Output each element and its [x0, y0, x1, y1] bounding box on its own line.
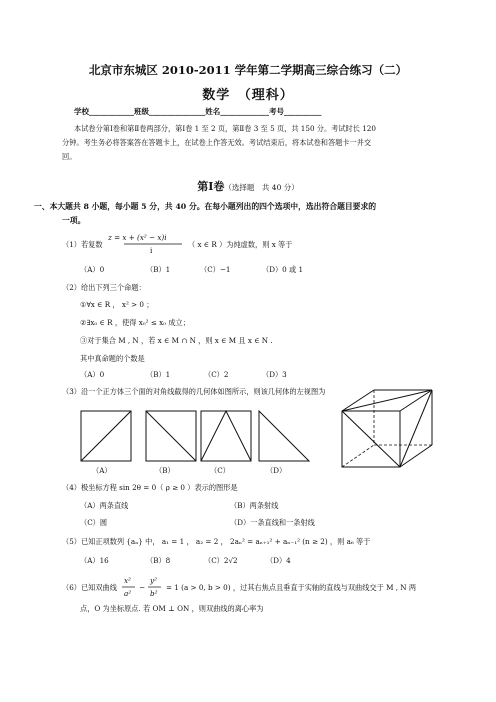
q6-frac2-bar — [148, 586, 162, 588]
q3-label-a: （A） — [92, 466, 112, 475]
intro-line-2: 分钟。考生务必将答案答在答题卡上，在试卷上作答无效。考试结束后，将本试卷和答题卡一并交 — [62, 138, 372, 147]
q1-fraction-bar — [114, 243, 184, 245]
q6-line-2: 点，O 为坐标原点. 若 OM ⊥ ON ，则双曲线的离心率为 — [80, 604, 264, 613]
q4-stem: （4）极坐标方程 sin 2θ = 0（ ρ ≥ 0 ）表示的图形是 — [62, 483, 238, 492]
q4-option-a: （A）两条直线 — [80, 501, 129, 510]
q3-solid-figure — [338, 387, 436, 471]
q5-option-c: （C）2√2 — [204, 556, 238, 565]
q3-figure-c — [200, 410, 262, 462]
student-info-line: 学校____________班级_______________姓名_____________考号__________ — [74, 107, 322, 116]
q2-option-a: （A）0 — [80, 370, 105, 379]
q1-stem-prefix: （1）若复数 — [62, 240, 103, 249]
section-note: （选择题 共 40 分） — [224, 183, 299, 192]
q5-stem: （5）已知正项数列 {aₙ} 中， a₁ = 1 ， a₂ = 2 ， 2aₙ² = aₙ₊₁² + aₙ₋₁² (n ≥ 2) ，则 a₆ 等于 — [62, 537, 371, 546]
part-instruction-1: 一、本大题共 8 小题，每小题 5 分，共 40 分。在每小题列出的四个选项中，选出符合题目要求的 — [34, 202, 377, 211]
section-title: 第Ⅰ卷 — [197, 180, 225, 193]
q2-ask: 其中真命题的个数是 — [80, 354, 145, 363]
q6-frac1-denominator: a² — [124, 589, 132, 598]
q1-option-d: （D）0 或 1 — [262, 265, 304, 274]
q1-option-a: （A）0 — [80, 265, 105, 274]
q3-figure-d — [258, 410, 320, 462]
q3-label-c: （C） — [210, 466, 230, 475]
q2-stem: （2）给出下列三个命题： — [62, 283, 146, 292]
q3-stem: （3）沿一个正方体三个面的对角线截得的几何体如图所示，则该几何体的左视图为 — [62, 387, 326, 396]
exam-title: 北京市东城区 2010-2011 学年第二学期高三综合练习（二） — [88, 63, 408, 77]
q6-prefix: （6）已知双曲线 — [62, 583, 117, 592]
q4-option-b: （B）两条射线 — [230, 501, 279, 510]
q6-rest: = 1 (a > 0, b > 0) ，过其右焦点且垂直于实轴的直线与双曲线交于 M , N 两 — [166, 583, 417, 592]
q2-proposition-2: ②∃x₀ ∈ R ，使得 x₀² ≤ x₀ 成立； — [80, 318, 190, 327]
q3-figure-a — [80, 410, 142, 462]
q3-figure-b — [145, 410, 207, 462]
q1-stem-suffix: （ x ∈ R ）为纯虚数，则 x 等于 — [188, 240, 293, 249]
q4-option-d: （D）一条直线和一条射线 — [230, 518, 315, 527]
q6-frac1-bar — [122, 586, 136, 588]
part-instruction-2: 一项。 — [62, 216, 86, 225]
q1-option-c: （C）−1 — [200, 265, 231, 274]
q6-minus: − — [139, 583, 146, 592]
q5-option-b: （B）8 — [146, 556, 171, 565]
subject-title: 数学 （理科） — [202, 88, 294, 103]
q6-frac1-numerator: x² — [124, 576, 131, 585]
intro-line-1: 本试卷分第Ⅰ卷和第Ⅱ卷两部分，第Ⅰ卷 1 至 2 页，第Ⅱ卷 3 至 5 页，共 150 分。考试时长 120 — [74, 124, 376, 133]
q2-option-c: （C）2 — [204, 370, 229, 379]
section-heading — [0, 178, 496, 194]
intro-line-3: 回。 — [62, 152, 77, 161]
q2-option-b: （B）1 — [146, 370, 171, 379]
q2-proposition-1: ①∀x ∈ R ， x² > 0 ； — [80, 300, 154, 309]
q3-label-b: （B） — [155, 466, 175, 475]
q1-option-b: （B）1 — [146, 265, 171, 274]
q6-frac2-denominator: b² — [150, 589, 158, 598]
q2-option-d: （D）3 — [262, 370, 287, 379]
q1-formula-denominator: i — [150, 246, 153, 255]
q3-label-d: （D） — [266, 466, 287, 475]
q5-option-d: （D）4 — [266, 556, 291, 565]
q4-option-c: （C）圆 — [80, 518, 108, 527]
q2-proposition-3: ③对于集合 M , N ，若 x ∈ M ∩ N ，则 x ∈ M 且 x ∈ N . — [80, 336, 273, 345]
q5-option-a: （A）16 — [80, 556, 109, 565]
q1-formula-numerator: z = x + (x² − x)i — [108, 233, 167, 242]
q6-frac2-numerator: y² — [150, 576, 157, 585]
